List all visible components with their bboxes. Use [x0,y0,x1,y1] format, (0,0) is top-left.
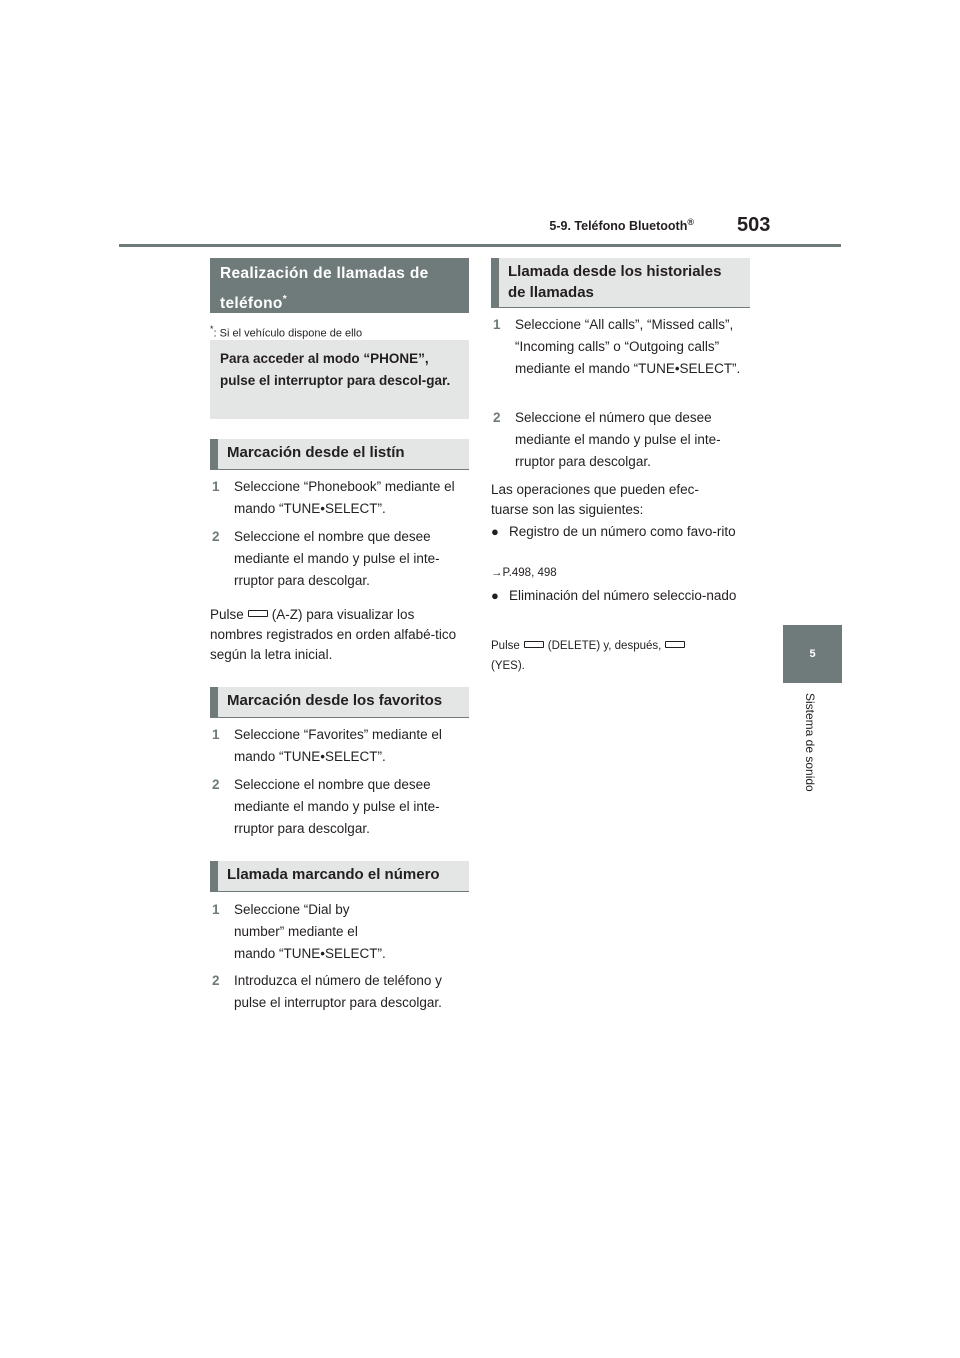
bullet-register-favorite [491,522,743,542]
delete-button-icon [524,641,544,648]
step-number: 2 [212,777,220,792]
main-heading-asterisk: * [282,294,287,305]
phonebook-step-2 [212,526,462,592]
yes-text: (YES). [491,660,525,672]
favorites-step-1 [212,724,462,768]
chapter-number: 5 [809,648,816,660]
operations-intro: Las operaciones que pueden efec-tuarse son las siguientes: [491,482,699,517]
favorites-step-2 [212,774,462,840]
dial-step-1 [212,899,462,965]
pulse-text: Pulse [210,607,244,622]
header-divider [119,244,841,247]
bullet-text: Registro de un número como favo-rito [509,524,736,539]
step-number: 2 [212,529,220,544]
running-header [549,217,694,233]
dial-number-heading: Llamada marcando el número [210,861,469,892]
step-number: 1 [212,902,220,917]
bullet-dot: ● [491,588,499,603]
yes-button-icon [665,641,685,648]
bullet-dot: ● [491,524,499,539]
step-number: 1 [212,727,220,742]
phonebook-heading: Marcación desde el listín [210,439,469,470]
bullet-delete-number [491,586,743,606]
step-text: Seleccione “All calls”, “Missed calls”, “Incoming calls” o “Outgoing calls” mediante el mando “TUNE•SELECT”. [515,317,741,376]
step-text: Seleccione el número que desee mediante el mando y pulse el inte-rruptor para descolgar. [515,410,721,469]
az-text: (A-Z) para visualizar los nombres registrados en orden alfabé-tico según la letra inicial. [210,607,457,662]
section-title: 5-9. Teléfono Bluetooth [549,219,688,234]
history-step-2 [493,407,745,473]
screen-button-icon [248,610,268,617]
page-reference: →P.498, 498 [491,567,557,579]
main-heading [210,258,469,313]
delete-instructions [491,636,736,676]
phone-mode-note: Para acceder al modo “PHONE”, pulse el interruptor para descol-gar. [210,340,469,419]
pulse-text: Pulse [491,640,520,652]
footnote-mark: * [210,324,214,334]
bullet-text: Eliminación del número seleccio-nado [509,588,737,603]
step-number: 1 [493,317,501,332]
call-history-heading: Llamada desde los historiales de llamadas [491,258,750,308]
step-number: 2 [493,410,501,425]
page-number: 503 [737,214,771,236]
availability-footnote [210,324,362,340]
phonebook-step-1 [212,476,462,520]
main-heading-text: Realización de llamadas de teléfono [220,265,429,313]
phonebook-az-paragraph [210,605,465,665]
step-text: Seleccione “Phonebook” mediante el mando “TUNE•SELECT”. [234,479,455,516]
favorites-heading: Marcación desde los favoritos [210,687,469,718]
step-text: Introduzca el número de teléfono y pulse el interruptor para descolgar. [234,973,442,1010]
registered-mark: ® [687,217,694,227]
step-text: Seleccione “Dial by number” mediante el mando “TUNE•SELECT”. [234,902,386,961]
step-number: 2 [212,973,220,988]
footnote-text: : Si el vehículo dispone de ello [213,327,363,340]
step-text: Seleccione el nombre que desee mediante el mando y pulse el inte-rruptor para descolgar. [234,529,440,588]
delete-text: (DELETE) y, después, [547,640,662,652]
step-text: Seleccione el nombre que desee mediante el mando y pulse el inte-rruptor para descolgar. [234,777,440,836]
chapter-tab [783,625,842,683]
step-text: Seleccione “Favorites” mediante el mando “TUNE•SELECT”. [234,727,442,764]
chapter-label: Sistema de sonido [803,693,817,792]
dial-step-2 [212,970,462,1014]
step-number: 1 [212,479,220,494]
history-step-1 [493,314,745,380]
